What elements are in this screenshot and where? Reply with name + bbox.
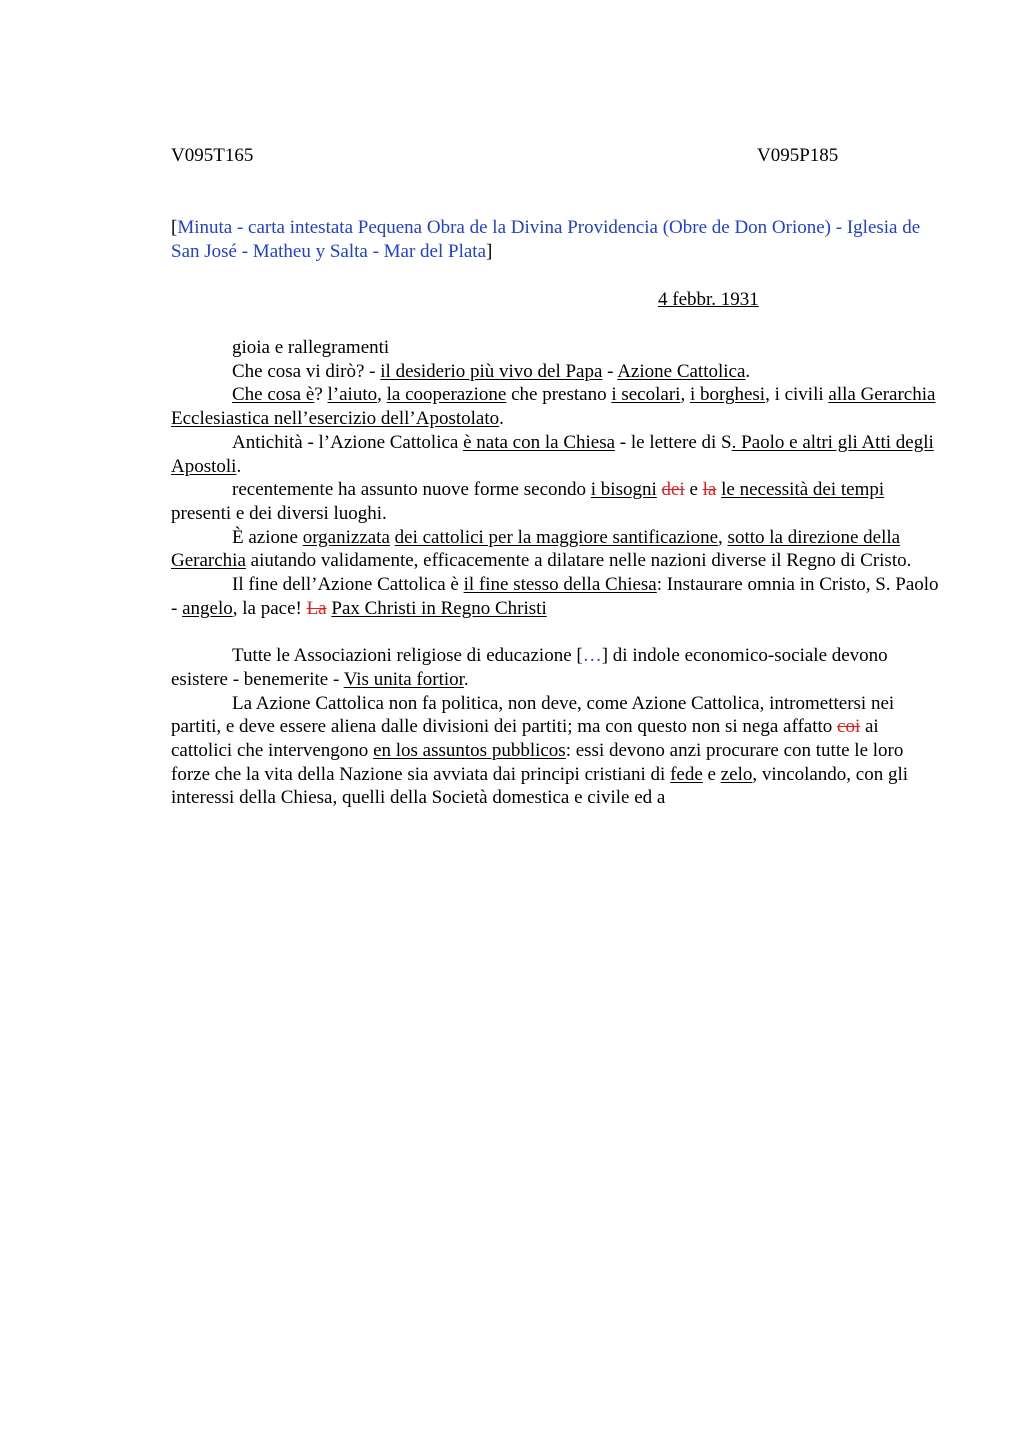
deleted-text: coi <box>837 716 861 738</box>
underlined-text: fede <box>670 763 703 785</box>
underlined-text: i secolari <box>611 384 681 406</box>
header-note <box>171 216 941 264</box>
deleted-text: La <box>306 597 327 619</box>
underlined-text: Vis unita fortior <box>343 668 464 690</box>
paragraph-6 <box>171 526 941 573</box>
underlined-text: . Paolo e altri gli Atti degli Apostoli <box>171 431 934 477</box>
underlined-text: sotto la direzione della Gerarchia <box>171 526 901 572</box>
underlined-text: il fine stesso della Chiesa <box>463 574 657 596</box>
paragraph-8 <box>171 644 941 691</box>
text-run: La Azione Cattolica non fa politica, non deve, come Azione Cattolica, intromettersi nei partiti, e deve essere aliena dalle divisioni dei partiti; ma con questo non si nega affatto <box>171 692 895 738</box>
text-run: . <box>499 408 504 430</box>
underlined-text: dei cattolici per la maggiore santificazione <box>394 526 719 548</box>
text-run: e <box>702 763 721 785</box>
text-run: recentemente ha assunto nuove forme secondo <box>232 479 591 501</box>
text-run: Che cosa vi dirò? - <box>232 360 381 382</box>
text-run: , <box>680 384 690 406</box>
document-date: 4 febbr. 1931 <box>658 289 759 310</box>
paragraph-7 <box>171 573 941 620</box>
text-run: Antichità - l’Azione Cattolica <box>232 431 464 453</box>
deleted-text: la <box>702 479 717 501</box>
text-run: : Instaurare omnia in Cristo, S. Paolo - <box>171 574 939 619</box>
underlined-text: zelo <box>720 763 753 785</box>
underlined-text: le necessità dei tempi <box>721 479 885 501</box>
ellipsis-omission: … <box>582 645 602 667</box>
underlined-text: en los assuntos pubblicos <box>373 739 566 761</box>
deleted-text: dei <box>661 479 685 501</box>
text-run: , vincolando, con gli interessi della Chiesa, quelli della Società domestica e civile ed a <box>171 763 909 809</box>
underlined-text: Azione Cattolica <box>617 360 746 382</box>
underlined-text: è nata con la Chiesa <box>463 431 616 453</box>
text-run: , i civili <box>765 384 829 406</box>
document-id-left: V095T165 <box>171 145 254 166</box>
text-run: ai cattolici che intervengono <box>171 716 879 761</box>
text-run: , <box>377 384 387 406</box>
text-run: ] di indole economico-sociale devono esistere - benemerite - <box>171 645 888 690</box>
text-run: che prestano <box>506 384 612 406</box>
paragraph-3 <box>171 383 941 430</box>
underlined-text: Che cosa è <box>232 384 315 406</box>
text-run: - <box>602 360 618 382</box>
text-run: , la pace! <box>232 597 307 619</box>
paragraph-4 <box>171 431 941 478</box>
paragraph-5 <box>171 478 941 525</box>
header-open-bracket: [ <box>171 217 178 238</box>
underlined-text: i bisogni <box>590 479 657 501</box>
underlined-text: alla Gerarchia Ecclesiastica nell’esercizio dell’Apostolato <box>171 384 936 430</box>
underlined-text: organizzata <box>302 526 390 548</box>
text-run: . <box>745 360 751 382</box>
header-close-bracket: ] <box>486 241 493 262</box>
text-run: ? <box>314 384 328 406</box>
text-run: Tutte le Associazioni religiose di educazione [ <box>232 645 583 667</box>
text-run: . <box>463 668 469 690</box>
text-run: aiutando validamente, efficacemente a dilatare nelle nazioni diverse il Regno di Cristo. <box>245 550 912 572</box>
underlined-text: la cooperazione <box>386 384 507 406</box>
document-id-right: V095P185 <box>757 145 839 166</box>
paragraph-9 <box>171 692 941 811</box>
underlined-text: l’aiuto <box>327 384 378 406</box>
text-run: - le lettere di S <box>615 431 732 453</box>
text-run: È azione <box>232 526 303 548</box>
text-run: . <box>236 455 242 477</box>
underlined-text: il desiderio più vivo del Papa <box>380 360 603 382</box>
document-body <box>171 336 941 810</box>
underlined-text: Pax Christi in Regno Christi <box>331 597 547 619</box>
paragraph-2 <box>171 360 941 384</box>
header-note-text: Minuta - carta intestata Pequena Obra de la Divina Providencia (Obre de Don Orione) - Iglesia de San José - Matheu y Salta - Mar del Plata <box>171 217 921 262</box>
text-run: e <box>684 479 703 501</box>
text-run: Il fine dell’Azione Cattolica è <box>232 574 464 596</box>
underlined-text: i borghesi <box>689 384 766 406</box>
paragraph-1: gioia e rallegramenti <box>232 337 390 358</box>
text-run: presenti e dei diversi luoghi. <box>171 502 387 524</box>
underlined-text: angelo <box>182 597 233 619</box>
text-run: : essi devono anzi procurare con tutte le loro forze che la vita della Nazione sia avviata dai principi cristiani di <box>171 739 904 785</box>
text-run: , <box>718 526 728 548</box>
